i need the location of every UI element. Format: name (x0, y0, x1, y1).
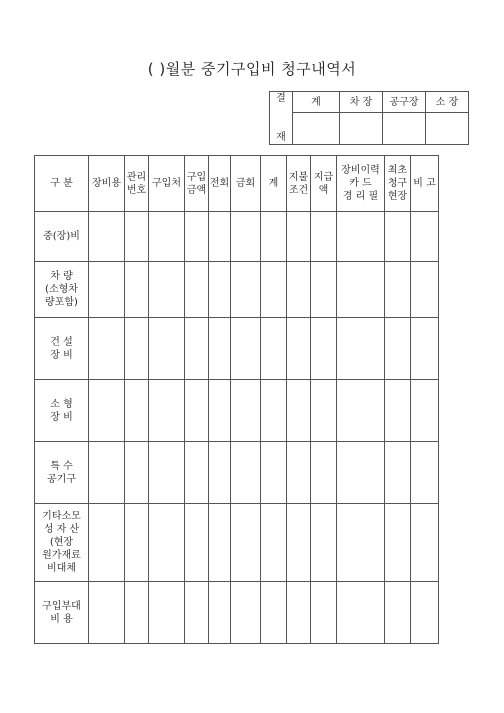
table-cell[interactable] (337, 262, 385, 318)
table-cell[interactable] (337, 318, 385, 380)
table-cell[interactable] (261, 318, 287, 380)
table-cell[interactable] (125, 318, 149, 380)
table-cell[interactable] (89, 504, 125, 582)
table-cell[interactable] (185, 380, 209, 442)
table-cell[interactable] (385, 262, 411, 318)
header-first-claim-site: 최초 청구 현장 (385, 156, 411, 212)
table-cell[interactable] (185, 442, 209, 504)
approval-sign-cell[interactable] (293, 113, 340, 145)
table-row (35, 442, 439, 504)
table-cell[interactable] (311, 504, 337, 582)
table-cell[interactable] (311, 262, 337, 318)
table-cell[interactable] (89, 318, 125, 380)
header-row (35, 156, 439, 212)
table-cell[interactable] (337, 442, 385, 504)
table-cell[interactable] (89, 212, 125, 262)
row-label: 건 설 장 비 (35, 318, 89, 380)
table-cell[interactable] (287, 504, 311, 582)
table-cell[interactable] (185, 318, 209, 380)
table-cell[interactable] (231, 262, 261, 318)
table-cell[interactable] (231, 442, 261, 504)
table-cell[interactable] (337, 582, 385, 644)
table-cell[interactable] (311, 212, 337, 262)
table-cell[interactable] (385, 318, 411, 380)
table-row (35, 380, 439, 442)
table-cell[interactable] (411, 582, 439, 644)
table-cell[interactable] (385, 582, 411, 644)
table-cell[interactable] (385, 212, 411, 262)
table-cell[interactable] (261, 262, 287, 318)
table-cell[interactable] (385, 442, 411, 504)
table-cell[interactable] (89, 582, 125, 644)
table-cell[interactable] (209, 318, 231, 380)
table-cell[interactable] (411, 442, 439, 504)
table-cell[interactable] (149, 582, 185, 644)
table-cell[interactable] (337, 212, 385, 262)
table-cell[interactable] (337, 504, 385, 582)
row-label: 소 형 장 비 (35, 380, 89, 442)
table-cell[interactable] (261, 582, 287, 644)
table-cell[interactable] (89, 380, 125, 442)
table-cell[interactable] (287, 380, 311, 442)
header-current: 금회 (231, 156, 261, 212)
approval-sign-cell[interactable] (426, 113, 469, 145)
table-row (35, 582, 439, 644)
table-cell[interactable] (261, 504, 287, 582)
table-cell[interactable] (337, 380, 385, 442)
table-cell[interactable] (149, 318, 185, 380)
table-cell[interactable] (89, 442, 125, 504)
header-payment-amount: 지급액 (311, 156, 337, 212)
approval-side-label: 결 재 (270, 92, 293, 145)
table-cell[interactable] (209, 504, 231, 582)
table-cell[interactable] (185, 262, 209, 318)
table-cell[interactable] (231, 504, 261, 582)
header-previous: 전회 (209, 156, 231, 212)
table-cell[interactable] (287, 262, 311, 318)
table-cell[interactable] (311, 380, 337, 442)
header-equipment-history-card: 장비이력 카 드 경 리 필 (337, 156, 385, 212)
table-cell[interactable] (149, 212, 185, 262)
header-remarks: 비 고 (411, 156, 439, 212)
table-cell[interactable] (311, 318, 337, 380)
table-cell[interactable] (149, 504, 185, 582)
table-cell[interactable] (209, 442, 231, 504)
table-cell[interactable] (125, 582, 149, 644)
row-label: 기타소모 성 자 산 (현장 원가재료 비대체 (35, 504, 89, 582)
table-cell[interactable] (287, 212, 311, 262)
header-equipment-use: 장비용 (89, 156, 125, 212)
table-cell[interactable] (125, 212, 149, 262)
row-label: 특 수 공기구 (35, 442, 89, 504)
header-category: 구 분 (35, 156, 89, 212)
header-vendor: 구입처 (149, 156, 185, 212)
table-cell[interactable] (311, 442, 337, 504)
table-cell[interactable] (287, 442, 311, 504)
table-cell[interactable] (231, 212, 261, 262)
table-cell[interactable] (261, 380, 287, 442)
table-cell[interactable] (261, 442, 287, 504)
table-cell[interactable] (209, 262, 231, 318)
expense-table (34, 155, 439, 644)
table-row (35, 504, 439, 582)
table-cell[interactable] (411, 262, 439, 318)
table-cell[interactable] (231, 380, 261, 442)
table-cell[interactable] (149, 262, 185, 318)
approval-box (269, 91, 469, 145)
header-purchase-amount: 구입 금액 (185, 156, 209, 212)
table-row (35, 318, 439, 380)
table-cell[interactable] (125, 504, 149, 582)
table-cell[interactable] (125, 262, 149, 318)
approval-col-gongujang: 공구장 (383, 92, 426, 113)
header-payment-terms: 지불 조건 (287, 156, 311, 212)
document-title: ( )월분 중기구입비 청구내역서 (147, 60, 357, 78)
table-cell[interactable] (209, 582, 231, 644)
approval-sign-cell[interactable] (340, 113, 383, 145)
approval-col-gye: 계 (293, 92, 340, 113)
row-label: 구입부대 비 용 (35, 582, 89, 644)
table-cell[interactable] (149, 442, 185, 504)
row-label: 중(장)비 (35, 212, 89, 262)
table-cell[interactable] (209, 212, 231, 262)
row-label: 차 량 (소형차 량포함) (35, 262, 89, 318)
table-cell[interactable] (125, 442, 149, 504)
table-cell[interactable] (385, 380, 411, 442)
table-cell[interactable] (385, 504, 411, 582)
table-cell[interactable] (231, 318, 261, 380)
table-cell[interactable] (311, 582, 337, 644)
approval-col-sojang: 소 장 (426, 92, 469, 113)
table-row (35, 212, 439, 262)
table-cell[interactable] (185, 504, 209, 582)
table-cell[interactable] (149, 380, 185, 442)
table-cell[interactable] (209, 380, 231, 442)
header-management-number: 관리 번호 (125, 156, 149, 212)
table-row (35, 262, 439, 318)
header-total: 계 (261, 156, 287, 212)
table-cell[interactable] (261, 212, 287, 262)
table-cell[interactable] (185, 582, 209, 644)
table-cell[interactable] (125, 380, 149, 442)
table-cell[interactable] (89, 262, 125, 318)
table-cell[interactable] (231, 582, 261, 644)
table-cell[interactable] (411, 504, 439, 582)
table-cell[interactable] (287, 582, 311, 644)
table-cell[interactable] (411, 318, 439, 380)
approval-sign-cell[interactable] (383, 113, 426, 145)
table-cell[interactable] (287, 318, 311, 380)
approval-col-chajang: 차 장 (340, 92, 383, 113)
table-cell[interactable] (411, 380, 439, 442)
table-cell[interactable] (185, 212, 209, 262)
table-cell[interactable] (411, 212, 439, 262)
